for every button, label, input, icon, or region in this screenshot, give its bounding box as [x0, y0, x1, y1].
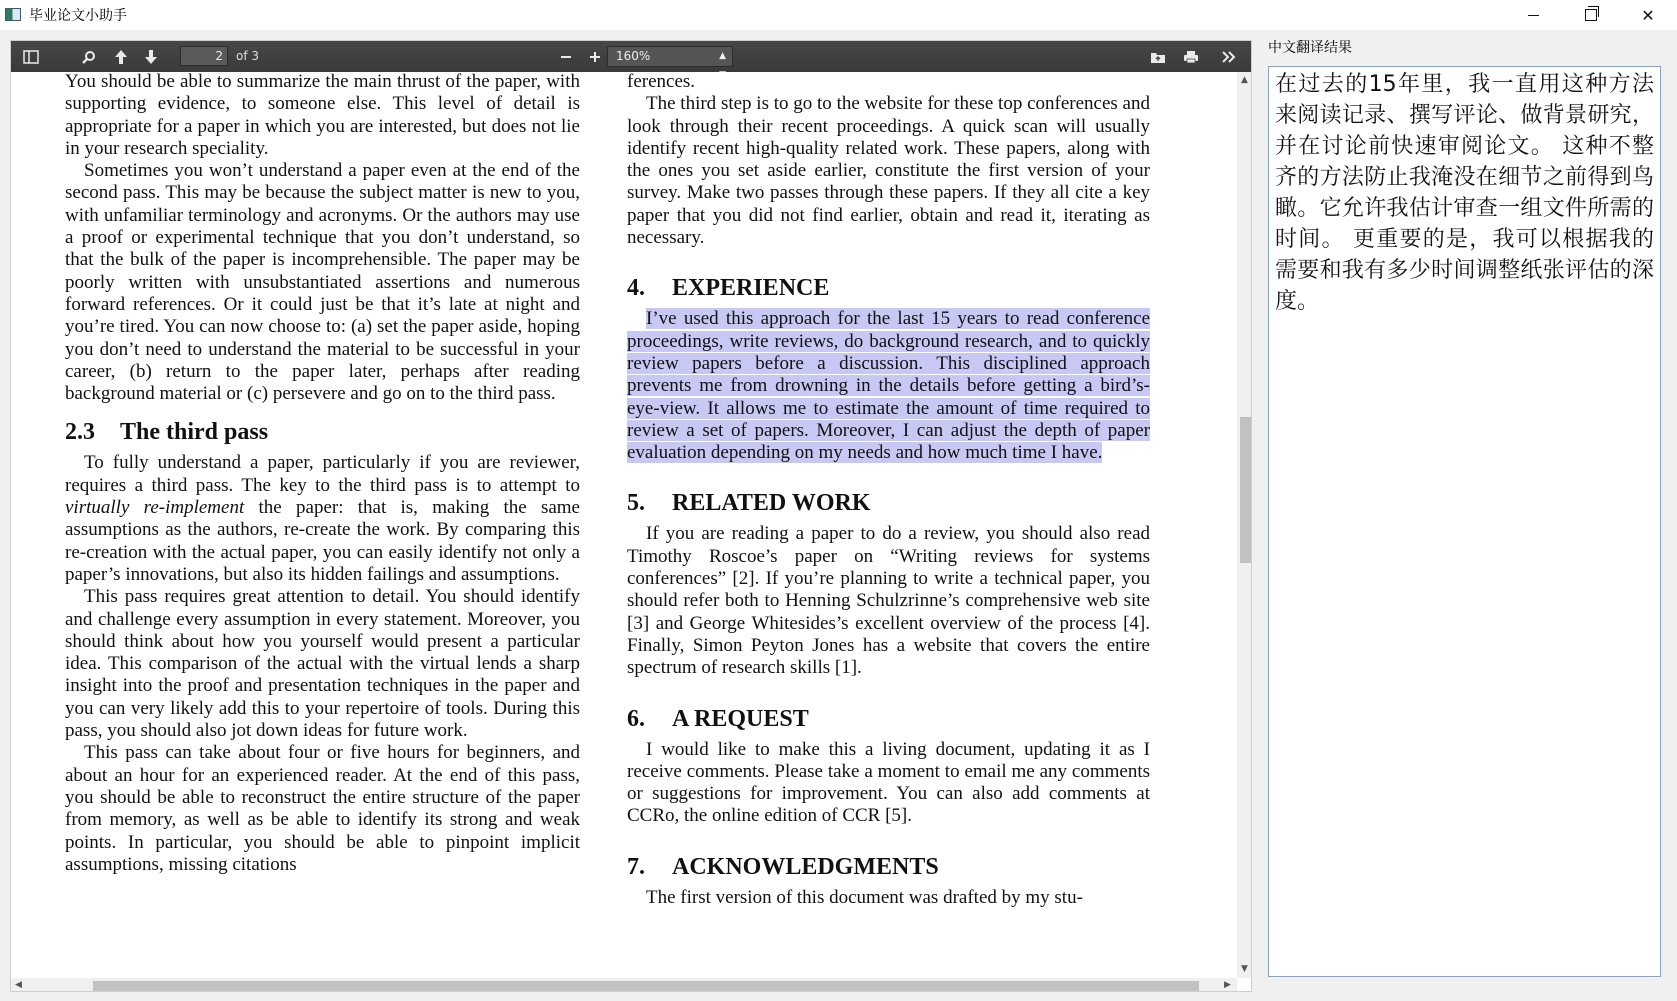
- paragraph: This pass can take about four or five hours for beginners, and about an hour for an experienced reader. At the end of this pass, you should be able to reconstruct the entire structure of the paper from memory, as well as be able to identify its strong and weak points. In particular, you should be able to pinpoint implicit assumptions, missing citations: [65, 742, 580, 875]
- section-number: 7.: [627, 853, 645, 880]
- section-number: 2.3: [65, 419, 95, 446]
- pdf-viewer: [10, 40, 1252, 992]
- horizontal-scroll-thumb[interactable]: [93, 981, 1199, 991]
- scroll-down-arrow-icon[interactable]: ▼: [1241, 964, 1248, 974]
- sidebar-toggle-icon: [23, 50, 39, 64]
- paragraph: [65, 452, 580, 586]
- paragraph: The third step is to go to the website for these top conferences and look through their recent proceedings. A quick scan will usually identify recent high-quality related work. These papers, along with the ones you set aside earlier, constitute the first version of your survey. Make two passes through these papers. If they all cite a key paper that you did not find earlier, obtain and read it, iterating as necessary.: [627, 93, 1150, 249]
- paragraph: The first version of this document was drafted by my stu-: [646, 886, 1083, 908]
- paragraph: ferences.: [627, 72, 696, 92]
- left-text-column: [65, 72, 580, 876]
- section-title: A REQUEST: [672, 705, 809, 732]
- scroll-left-arrow-icon[interactable]: ◀: [15, 980, 22, 990]
- section-title: RELATED WORK: [672, 490, 871, 517]
- arrow-up-icon: [114, 49, 128, 65]
- window-title: 毕业论文小助手: [29, 8, 127, 24]
- close-button[interactable]: [1619, 0, 1677, 30]
- section-heading: [627, 488, 1150, 518]
- selected-text[interactable]: I’ve used this approach for the last 15 years to read conference proceedings, write reviews, do background research, and to quickly review papers before a discussion. This disciplined approach prevents me from drowning in the details before getting a bird’s-eye-view. It allows me to estimate the amount of time required to review a set of papers. Moreover, I can adjust the depth of paper evaluation depending on my needs and how much time I have.: [627, 308, 1150, 464]
- scroll-up-arrow-icon[interactable]: ▲: [1241, 75, 1248, 85]
- paragraph: If you are reading a paper to do a review, you should also read Timothy Roscoe’s paper on “Writing reviews for systems conferences” [2]. If you’re planning to write a technical paper, you should refer both to Henning Schulzrinne’s comprehensive web site [3] and George Whitesides’s excellent overview of the process [4]. Finally, Simon Peyton Jones has a website that covers the entire spectrum of research skills [1].: [627, 523, 1150, 679]
- minus-icon: [560, 51, 572, 63]
- open-file-icon: [1150, 50, 1166, 64]
- restore-button[interactable]: [1562, 0, 1620, 30]
- paragraph: This pass requires great attention to detail. You should identify and challenge every assumption in every statement. Moreover, you should think about how you yourself would present a particular idea. This comparison of the actual with the virtual lends a sharp insight into the proof and presentation techniques in the paper and you can very likely add this to your repertoire of tools. During this pass, you should also jot down ideas for future work.: [65, 586, 580, 742]
- page-count-label: of 3: [236, 49, 260, 63]
- print-icon: [1183, 50, 1199, 64]
- emphasized-text: virtually re-implement: [65, 497, 245, 519]
- page-number-input[interactable]: 2: [180, 46, 228, 66]
- zoom-in-button[interactable]: [583, 46, 607, 68]
- paragraph-text: To fully understand a paper, particularly if you are reviewer, requires a third pass. The key to the third pass is to attempt to: [65, 452, 580, 496]
- vertical-scrollbar[interactable]: [1237, 72, 1252, 978]
- section-number: 6.: [627, 705, 645, 732]
- double-chevron-right-icon: [1221, 50, 1237, 64]
- paragraph: I would like to make this a living document, updating it as I receive comments. Please take a moment to email me any comments or suggestions for improvement. You can also add comments at CCRo, the online edition of CCR [5].: [627, 738, 1150, 827]
- section-number: 5.: [627, 490, 645, 517]
- zoom-select[interactable]: [607, 46, 733, 67]
- sidebar-toggle-button[interactable]: [19, 46, 43, 68]
- section-title: EXPERIENCE: [672, 275, 830, 302]
- horizontal-scrollbar[interactable]: [11, 978, 1237, 992]
- section-title: The third pass: [120, 419, 269, 446]
- section-heading: [627, 273, 1150, 303]
- previous-page-button[interactable]: [109, 46, 133, 68]
- search-button[interactable]: [77, 46, 101, 68]
- tools-button[interactable]: [1217, 46, 1241, 68]
- title-bar: [0, 0, 1677, 30]
- zoom-value: 160%: [616, 49, 651, 63]
- translation-textbox[interactable]: 在过去的15年里，我一直用这种方法来阅读记录、撰写评论、做背景研究，并在讨论前快速审阅论文。 这种不整齐的方法防止我淹没在细节之前得到鸟瞰。它允许我估计审查一组文件所需的时间。 更重要的是，我可以根据我的需要和我有多少时间调整纸张评估的深度。: [1268, 66, 1661, 977]
- next-page-button[interactable]: [139, 46, 163, 68]
- section-title: ACKNOWLEDGMENTS: [672, 853, 939, 880]
- pdf-page: [11, 72, 1237, 978]
- minimize-icon: [1528, 15, 1539, 16]
- close-icon: ✕: [1641, 5, 1655, 25]
- zoom-out-button[interactable]: [554, 46, 578, 68]
- section-heading: [627, 852, 1150, 882]
- right-text-column: [627, 72, 1150, 909]
- section-number: 4.: [627, 275, 645, 302]
- paragraph: Sometimes you won’t understand a paper even at the end of the second pass. This may be because the subject matter is new to you, with unfamiliar terminology and acronyms. Or the authors may use a proof or experimental technique that you don’t understand, so that the bulk of the paper is incomprehensible. The paper may be poorly written with unsubstantiated assertions and numerous forward references. Or it could just be that it’s late at night and you’re tired. You can now choose to: (a) set the paper aside, hoping you don’t need to understand the material to be successful in your career, (b) return to the paper later, perhaps after reading background material or (c) persevere and go on to the third pass.: [65, 160, 580, 405]
- vertical-scroll-thumb[interactable]: [1240, 417, 1251, 563]
- selected-paragraph[interactable]: [627, 308, 1150, 464]
- restore-icon: [1585, 9, 1597, 21]
- section-heading: [65, 417, 580, 447]
- select-caret-icon: ▲: [719, 51, 726, 61]
- minimize-button[interactable]: [1504, 0, 1562, 30]
- search-icon: [82, 50, 96, 64]
- print-button[interactable]: [1179, 46, 1203, 68]
- pdf-toolbar: [11, 41, 1252, 72]
- paragraph-text: the paper: that is, making the same assumptions as the authors, re-create the work. By comparing this re-creation with the actual paper, you can easily identify not only a paper’s innovations, but also its hidden failings and assumptions.: [65, 497, 580, 585]
- paragraph: You should be able to summarize the main thrust of the paper, with supporting evidence, to someone else. This level of detail is appropriate for a paper in which you are interested, but does not lie in your research speciality.: [65, 72, 580, 159]
- open-file-button[interactable]: [1146, 46, 1170, 68]
- translation-label: 中文翻译结果: [1268, 40, 1352, 56]
- section-heading: [627, 704, 1150, 734]
- arrow-down-icon: [144, 49, 158, 65]
- scroll-right-arrow-icon[interactable]: ▶: [1224, 980, 1231, 990]
- plus-icon: [589, 51, 601, 63]
- app-icon: [5, 8, 21, 21]
